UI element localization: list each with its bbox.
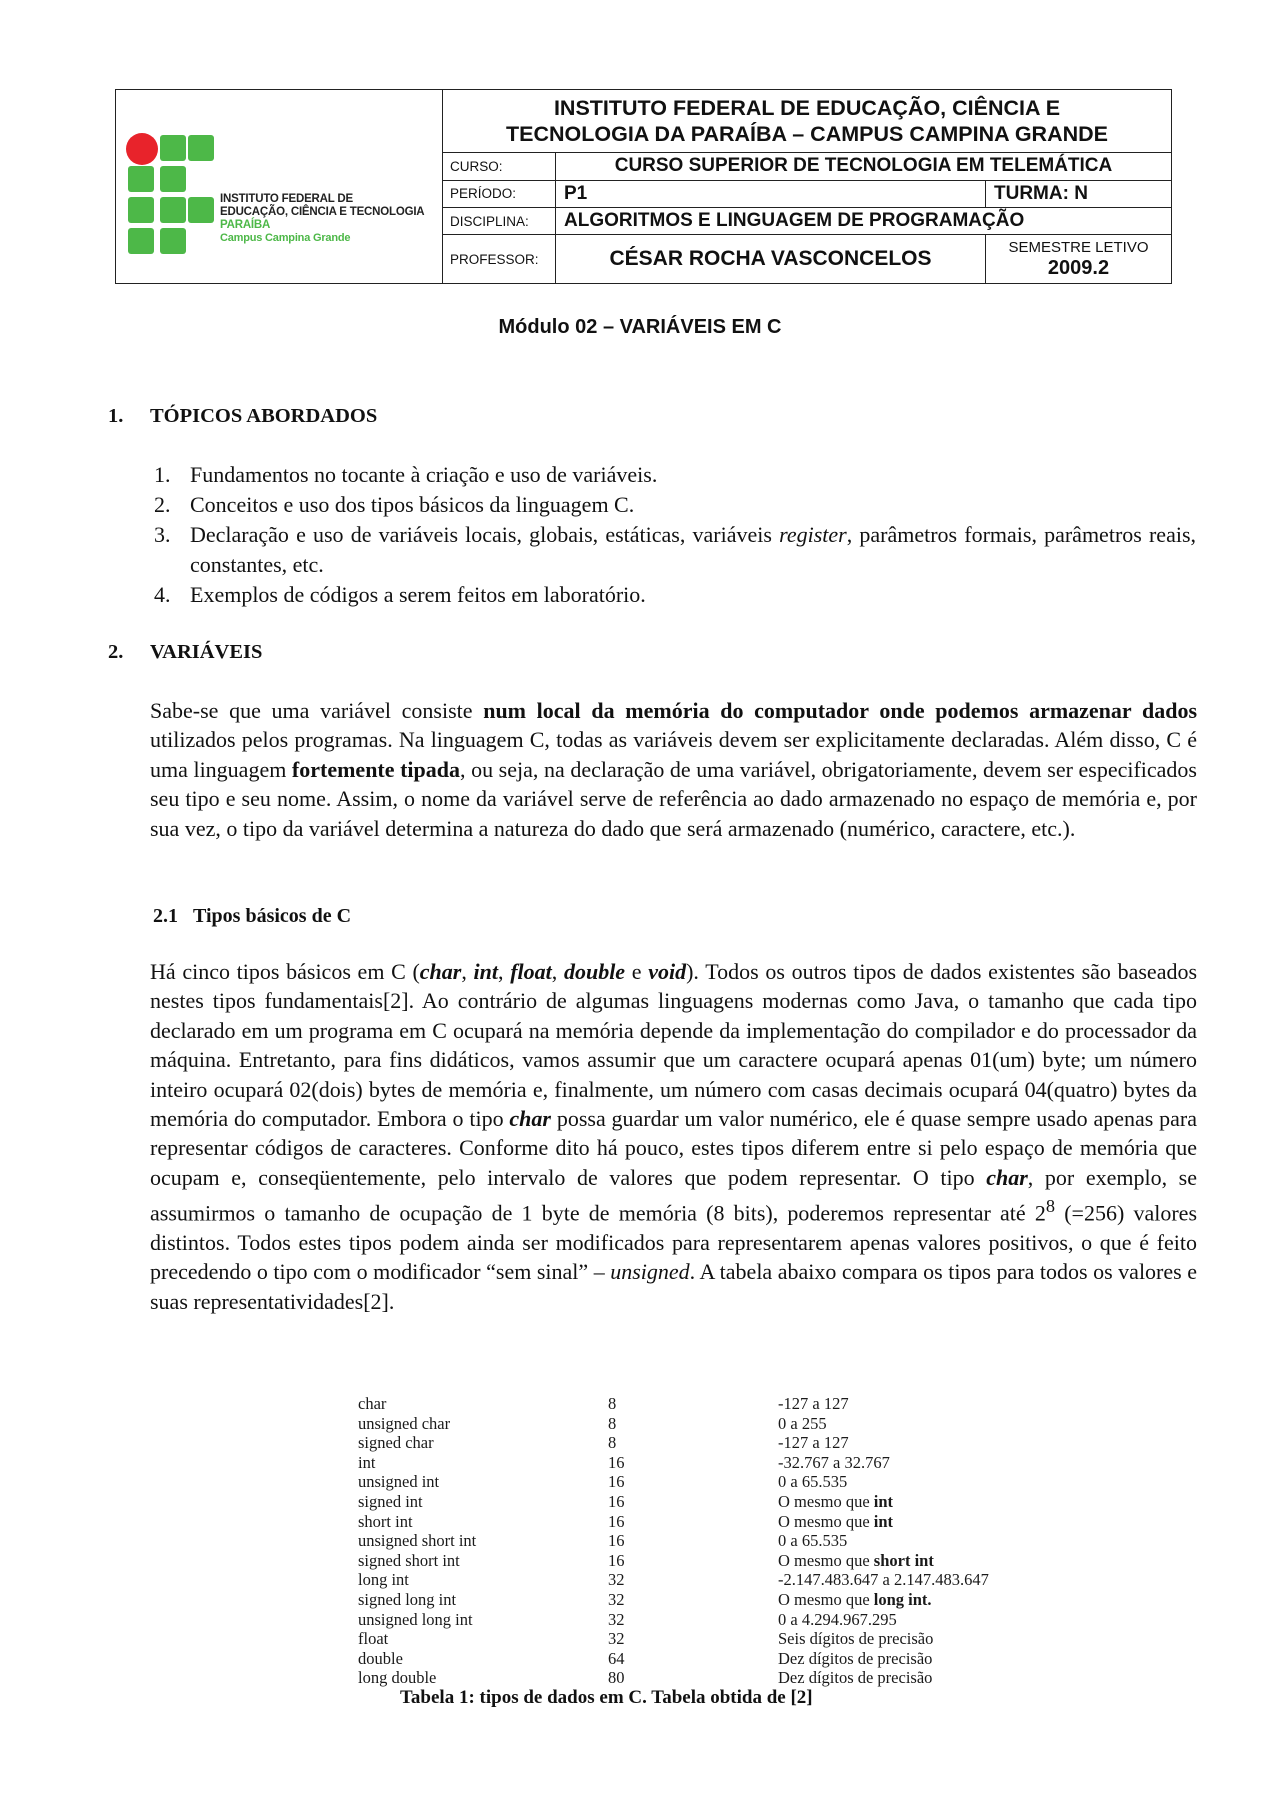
section-2-1-heading: 2.1 Tipos básicos de C (153, 905, 352, 927)
professor-value: CÉSAR ROCHA VASCONCELOS (609, 247, 932, 271)
institution-name: INSTITUTO FEDERAL DE EDUCAÇÃO, CIÊNCIA E TECNOLOGIA DA PARAÍBA – CAMPUS CAMPINA GRANDE (443, 90, 1171, 153)
section-2-heading: 2. VARIÁVEIS (108, 641, 263, 663)
module-title: Módulo 02 – VARIÁVEIS EM C (498, 316, 782, 338)
table-row: char 8 -127 a 127 (358, 1394, 849, 1413)
table-row: short int 16 O mesmo que int (358, 1511, 894, 1531)
periodo-label: PERÍODO: (443, 181, 556, 207)
list-item: 3. Declaração e uso de variáveis locais, globais, estáticas, variáveis register, parâmetros formais, parâmetros reais, constantes, etc. (154, 522, 1197, 577)
semestre-cell (985, 235, 1171, 283)
table-row: int 16 -32.767 a 32.767 (358, 1452, 890, 1472)
periodo-value: P1 (564, 182, 588, 204)
curso-row (443, 153, 1171, 180)
logo-text: INSTITUTO FEDERAL DE EDUCAÇÃO, CIÊNCIA E TECNOLOGIA PARAÍBA Campus Campina Grande (220, 193, 425, 244)
professor-row (443, 235, 1171, 283)
topics-list (154, 460, 1197, 610)
table-row: unsigned long int 32 0 a 4.294.967.295 (358, 1609, 897, 1629)
section-2-paragraph: Sabe-se que uma variável consiste num local da memória do computador onde podemos armazenar dados utilizados pelos programas. Na linguagem C, todas as variáveis devem ser explicitamente declaradas. Além disso, C é uma linguagem fortemente tipada, ou seja, na declaração de uma variável, obrigatoriamente, devem ser especificados seu tipo e seu nome. Assim, o nome da variável serve de referência ao dado armazenado no espaço de memória e, por sua vez, o tipo da variável determina a natureza do dado que será armazenado (numérico, caractere, etc.). (150, 698, 1198, 841)
list-item: 1. Fundamentos no tocante à criação e uso de variáveis. (154, 462, 658, 487)
data-types-table (358, 1394, 1038, 1688)
table-row: float 32 Seis dígitos de precisão (358, 1629, 934, 1649)
section-1-heading: 1. TÓPICOS ABORDADOS (108, 405, 378, 427)
semestre-value: 2009.2 (1047, 256, 1110, 279)
disciplina-value: ALGORITMOS E LINGUAGEM DE PROGRAMAÇÃO (564, 210, 1025, 232)
section-2-1-paragraph: Há cinco tipos básicos em C (char, int, float, double e void). Todos os outros tipos de dados existentes são baseados nestes tipos fundamentais[2]. Ao contrário de algumas linguagens modernas como Java, o tamanho que cada tipo declarado em um programa em C ocupará na memória depende da implementação do compilador e do processador da máquina. Entretanto, para fins didáticos, vamos assumir que um caractere ocupará apenas 01(um) byte; um número inteiro ocupará 02(dois) bytes de memória e, finalmente, um número com casas decimais ocupará 04(quatro) bytes da memória do computador. Embora o tipo char possa guardar um valor numérico, ele é quase sempre usado apenas para representar códigos de caracteres. Conforme dito há pouco, estes tipos diferem entre si pelo espaço de memória que ocupam e, conseqüentemente, pelo intervalo de valores que podem representar. O tipo char, por exemplo, se assumirmos o tamanho de ocupação de 1 byte de memória (8 bits), poderemos representar até $2^8$ (=256) valores distintos. Todos estes tipos podem ainda ser modificados para representarem apenas valores positivos, o que é feito precedendo o tipo com o modificador “sem sinal” – unsigned. A tabela abaixo compara os tipos para todos os valores e suas representatividades[2]. (150, 959, 1198, 1314)
curso-value: CURSO SUPERIOR DE TECNOLOGIA EM TELEMÁTICA (614, 155, 1113, 177)
table-row: unsigned int 16 0 a 65.535 (358, 1472, 848, 1492)
logo-cell (116, 90, 443, 283)
list-item: 4. Exemplos de códigos a serem feitos em laboratório. (154, 582, 646, 607)
disciplina-row (443, 208, 1171, 235)
table-row: unsigned short int 16 0 a 65.535 (358, 1531, 848, 1551)
professor-label: PROFESSOR: (443, 235, 556, 283)
turma-value: TURMA: N (985, 181, 1171, 207)
table-row: signed char 8 -127 a 127 (358, 1433, 849, 1453)
table-row: unsigned char 8 0 a 255 (358, 1413, 827, 1433)
semestre-label: SEMESTRE LETIVO (1008, 238, 1149, 256)
table-row: double 64 Dez dígitos de precisão (358, 1648, 933, 1668)
table-row: signed short int 16 O mesmo que short int (358, 1550, 934, 1570)
list-item: 2. Conceitos e uso dos tipos básicos da linguagem C. (154, 492, 635, 517)
table-row: long double 80 Dez dígitos de precisão (358, 1668, 933, 1688)
table-row: signed long int 32 O mesmo que long int. (358, 1589, 932, 1609)
curso-label: CURSO: (443, 153, 556, 179)
header-table (115, 89, 1172, 284)
periodo-row (443, 181, 1171, 208)
table-caption: Tabela 1: tipos de dados em C. Tabela obtida de [2] (400, 1687, 813, 1708)
table-row: long int 32 -2.147.483.647 a 2.147.483.647 (358, 1570, 989, 1590)
disciplina-label: DISCIPLINA: (443, 208, 556, 234)
table-row: signed int 16 O mesmo que int (358, 1491, 894, 1511)
ifpb-logo-icon (128, 135, 228, 255)
header-info (443, 90, 1171, 283)
